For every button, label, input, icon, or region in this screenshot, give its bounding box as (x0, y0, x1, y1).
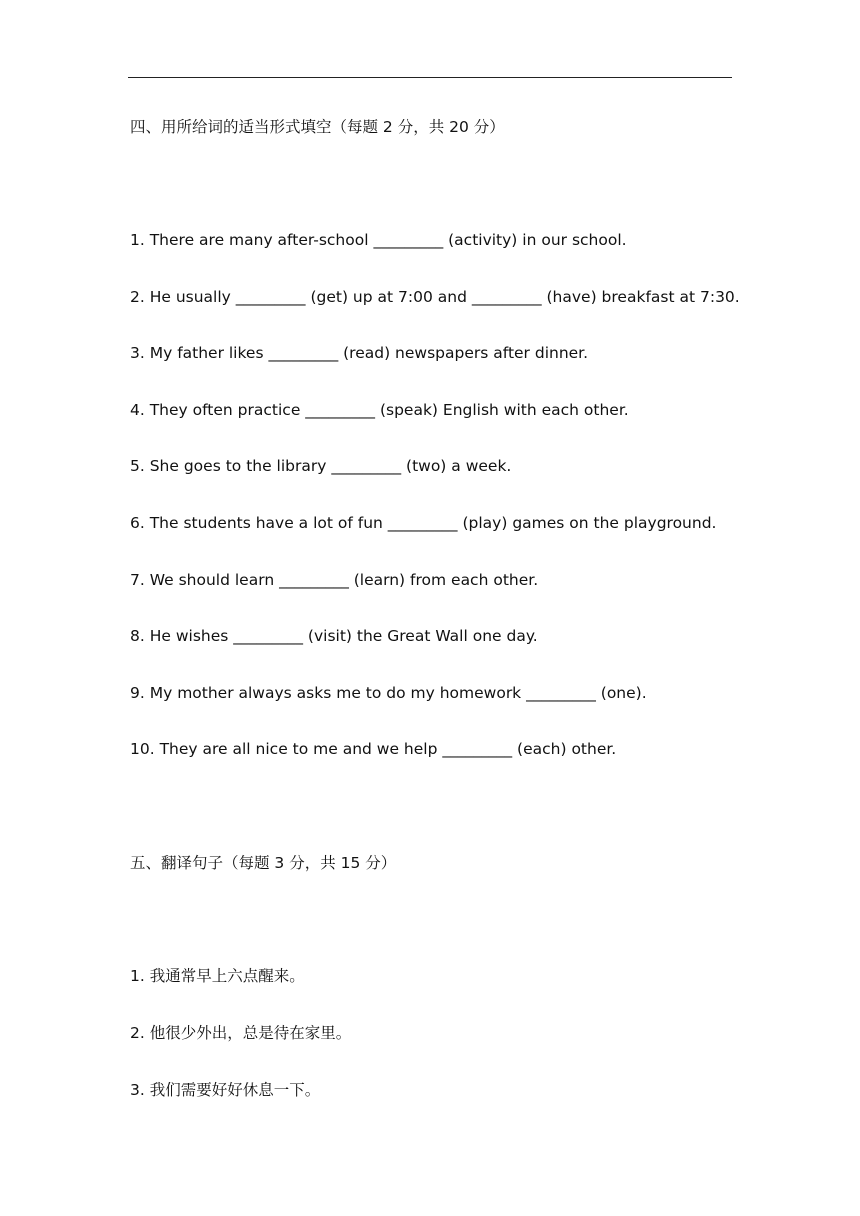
section4-question-6: 6. The students have a lot of fun _________ (play) games on the playground. (130, 514, 717, 532)
section4-question-1: 1. There are many after-school _________ (activity) in our school. (130, 231, 627, 249)
section4-question-3: 3. My father likes _________ (read) newspapers after dinner. (130, 344, 589, 362)
section5-question-3: 3. 我们需要好好休息一下。 (130, 1081, 321, 1099)
section4-question-2: 2. He usually _________ (get) up at 7:00 and _________ (have) breakfast at 7:30. (130, 288, 740, 306)
section4-question-5: 5. She goes to the library _________ (two) a week. (130, 457, 512, 475)
section5-heading: 五、翻译句子（每题 3 分，共 15 分） (130, 854, 397, 872)
section4-question-7: 7. We should learn _________ (learn) from each other. (130, 571, 539, 589)
section4-question-10: 10. They are all nice to me and we help _________ (each) other. (130, 740, 617, 758)
section5-question-1: 1. 我通常早上六点醒来。 (130, 967, 305, 985)
section4-question-4: 4. They often practice _________ (speak) English with each other. (130, 401, 629, 419)
section4-heading: 四、用所给词的适当形式填空（每题 2 分，共 20 分） (130, 118, 505, 136)
section5-question-2: 2. 他很少外出，总是待在家里。 (130, 1024, 352, 1042)
section4-question-9: 9. My mother always asks me to do my homework _________ (one). (130, 684, 647, 702)
header-rule (128, 77, 732, 78)
section4-question-8: 8. He wishes _________ (visit) the Great Wall one day. (130, 627, 538, 645)
